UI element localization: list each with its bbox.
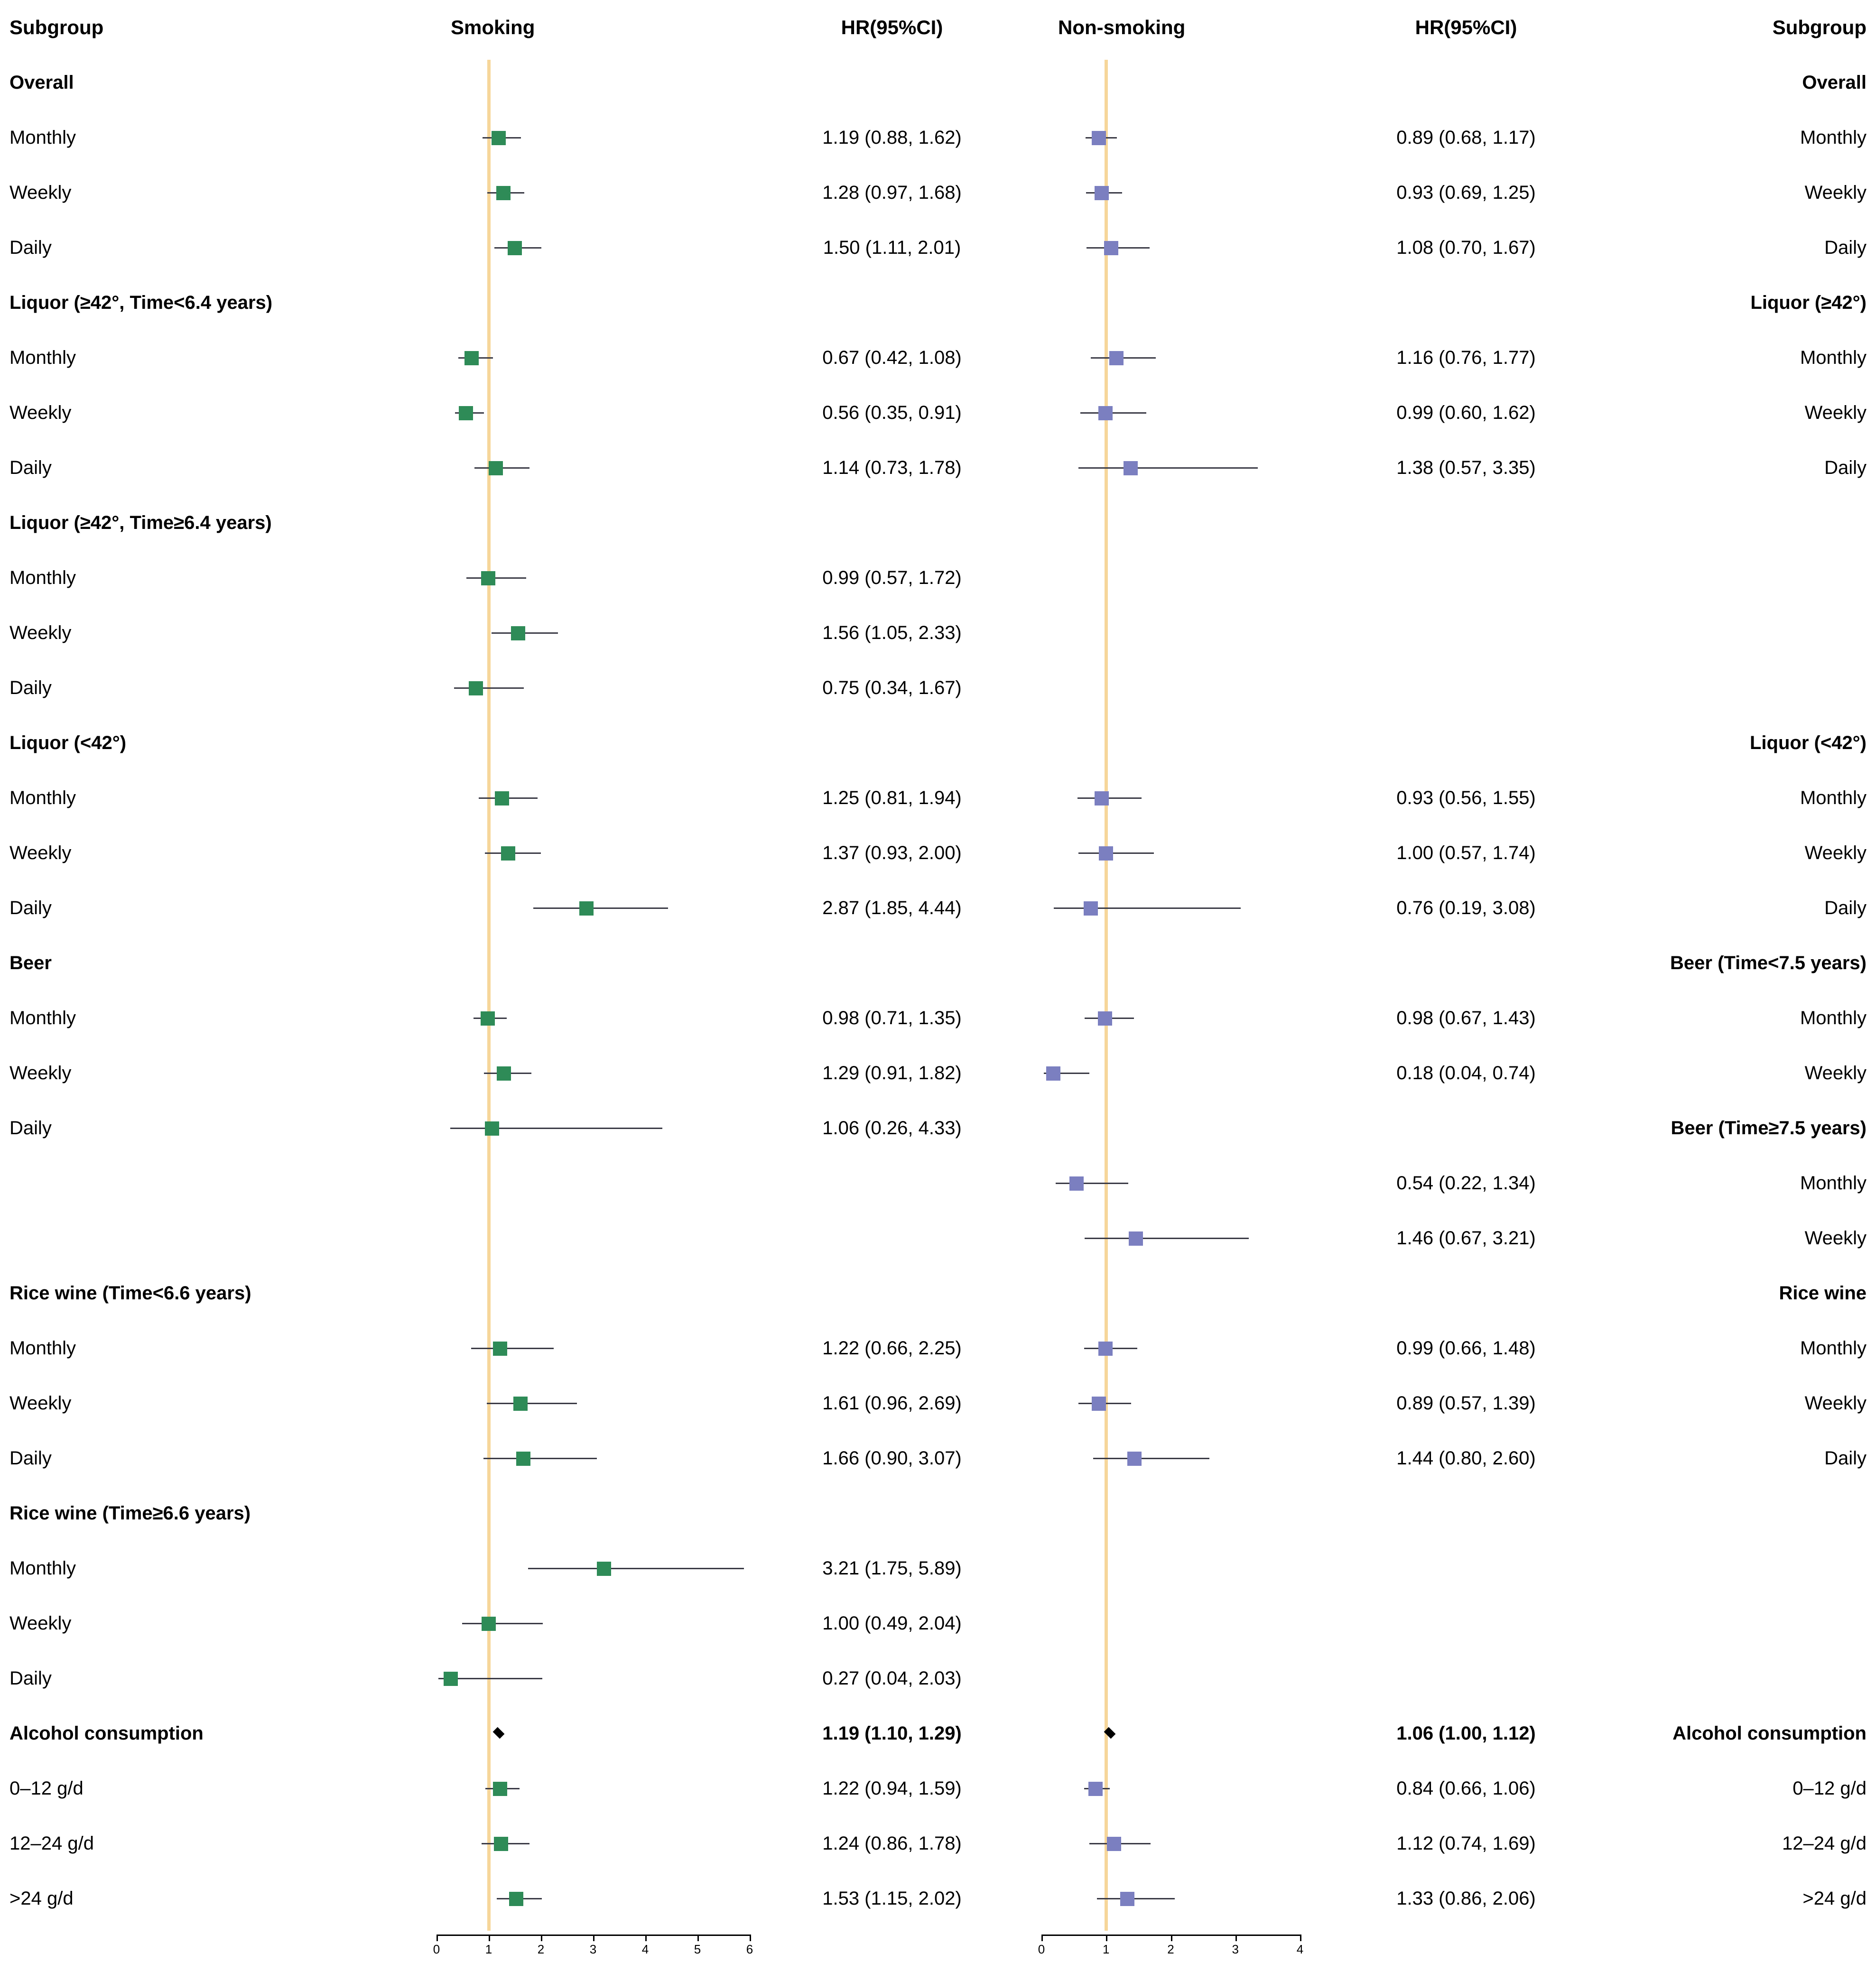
hr-left: 1.24 (0.86, 1.78) [822,1833,962,1854]
row-label-left: Monthly [9,347,76,368]
forest-marker-right [0,165,1876,220]
point-estimate-box [1098,406,1113,420]
point-estimate-box [1124,461,1138,475]
hr-right [1333,935,1599,990]
hr-right: 0.99 (0.66, 1.48) [1396,1338,1536,1359]
forest-marker-right [0,1871,1876,1926]
row-label-right: Daily [1824,237,1867,258]
summary-diamond [1104,1727,1116,1739]
row-label-left: Daily [9,677,52,698]
row-label-right: Monthly [1800,127,1867,148]
row-label-left: >24 g/d [9,1888,74,1909]
group-row [0,935,1876,990]
row-label-left: Monthly [9,127,76,148]
forest-marker-right [0,330,1876,385]
row-label-left: Weekly [9,402,72,423]
point-estimate-box [1095,791,1109,805]
forest-marker-left [0,550,1876,605]
row-label-left: Daily [9,898,52,918]
hr-right: 0.99 (0.60, 1.62) [1396,402,1536,423]
hr-right: 1.33 (0.86, 2.06) [1396,1888,1536,1909]
row-label-left: Weekly [9,1393,72,1414]
row-label-left: Alcohol consumption [9,1723,204,1744]
hr-right: 1.00 (0.57, 1.74) [1396,842,1536,863]
row-label-right: Daily [1824,1448,1867,1469]
row-label-right [1604,1486,1867,1541]
axis-tick-label: 2 [537,1942,545,1956]
confidence-interval [1093,1458,1209,1459]
x-axis-nonsmoking [1038,1935,1304,1963]
row-label-left: Weekly [9,842,72,863]
confidence-interval [1056,1183,1128,1184]
group-row [0,495,1876,550]
point-estimate-box [1046,1066,1060,1081]
hr-left [759,495,1025,550]
row-label-left: 12–24 g/d [9,1833,94,1854]
row-label-right: Weekly [1804,1063,1867,1083]
axis-tick-label: 2 [1167,1942,1174,1956]
hr-left [759,1486,1025,1541]
hr-right [1333,55,1599,110]
forest-marker-right [0,220,1876,275]
axis-tick-label: 0 [433,1942,440,1956]
hr-right [1333,715,1599,770]
forest-marker-right [0,1761,1876,1816]
axis-tick [436,1935,438,1941]
hr-left: 1.14 (0.73, 1.78) [822,457,962,478]
hr-left: 1.56 (1.05, 2.33) [822,622,962,643]
row-label-left: Daily [9,1448,52,1469]
point-estimate-box [1120,1892,1134,1906]
point-estimate-box [1095,186,1109,200]
confidence-interval [1054,907,1241,909]
row-label-right: Monthly [1800,1008,1867,1028]
row-label-left: Liquor (≥42°, Time<6.4 years) [9,292,273,313]
point-estimate-box [1069,1176,1084,1191]
row-label-right: Weekly [1804,1393,1867,1414]
row-label-right: Daily [1824,457,1867,478]
point-estimate-box [1127,1452,1142,1466]
row-label-left: Weekly [9,1613,72,1634]
hr-left: 0.56 (0.35, 0.91) [822,402,962,423]
confidence-interval [1078,467,1258,469]
row-label-left: Rice wine (Time≥6.6 years) [9,1503,251,1524]
header-subgroup-right: Subgroup [1772,16,1867,38]
hr-left: 1.28 (0.97, 1.68) [822,182,962,203]
row-label-right: Overall [1802,72,1867,93]
axis-tick [1300,1935,1301,1941]
row-label-right: Alcohol consumption [1672,1723,1867,1744]
forest-marker-right [0,1046,1876,1101]
hr-left: 1.66 (0.90, 3.07) [822,1448,962,1469]
row-label-right: Rice wine [1779,1283,1867,1304]
table-header [0,0,1876,55]
point-estimate-box [1084,901,1098,916]
row-label-left: Weekly [9,622,72,643]
point-estimate-box [1109,351,1124,365]
point-estimate-box [1098,1342,1113,1356]
header-hr-right: HR(95%CI) [1415,16,1517,38]
hr-left [759,1266,1025,1321]
axis-tick [1106,1935,1107,1941]
confidence-interval [466,577,527,579]
row-label-left: Daily [9,1118,52,1139]
row-label-right: Beer (Time≥7.5 years) [1671,1118,1867,1139]
row-label-left: Liquor (<42°) [9,732,127,753]
axis-tick-label: 1 [485,1942,492,1956]
row-label-left: 0–12 g/d [9,1778,84,1799]
confidence-interval [462,1623,543,1624]
hr-left: 1.61 (0.96, 2.69) [822,1393,962,1414]
row-label-left: Weekly [9,1063,72,1083]
row-label-right: Weekly [1804,1228,1867,1249]
row-label-right: Weekly [1804,842,1867,863]
row-label-left: Liquor (≥42°, Time≥6.4 years) [9,512,272,533]
header-hr-left: HR(95%CI) [841,16,943,38]
row-label-right: Weekly [1804,402,1867,423]
hr-left: 1.19 (0.88, 1.62) [822,127,962,148]
hr-right: 0.89 (0.57, 1.39) [1396,1393,1536,1414]
row-label-right: Monthly [1800,347,1867,368]
x-axis-smoking [433,1935,753,1963]
axis-tick-label: 3 [1232,1942,1239,1956]
hr-left: 0.99 (0.57, 1.72) [822,567,962,588]
row-label-right: 0–12 g/d [1792,1778,1867,1799]
hr-right: 0.98 (0.67, 1.43) [1396,1008,1536,1028]
hr-left [759,935,1025,990]
hr-right: 1.38 (0.57, 3.35) [1396,457,1536,478]
axis-tick-label: 6 [746,1942,753,1956]
group-row [0,1266,1876,1321]
row-label-left: Weekly [9,182,72,203]
hr-right: 1.16 (0.76, 1.77) [1396,347,1536,368]
forest-marker-left [0,660,1876,715]
point-estimate-box [597,1562,611,1576]
axis-tick-label: 4 [1296,1942,1304,1956]
row-label-left: Monthly [9,567,76,588]
hr-right: 0.84 (0.66, 1.06) [1396,1778,1536,1799]
point-estimate-box [485,1121,499,1136]
row-label-right: 12–24 g/d [1782,1833,1867,1854]
forest-marker-left [0,605,1876,660]
header-subgroup-left: Subgroup [9,16,104,38]
hr-left [759,55,1025,110]
hr-left: 1.00 (0.49, 2.04) [822,1613,962,1634]
forest-marker-right [0,1706,1876,1761]
hr-left: 2.87 (1.85, 4.44) [822,898,962,918]
hr-left: 1.22 (0.66, 2.25) [822,1338,962,1359]
point-estimate-box [1099,846,1113,861]
hr-left: 0.98 (0.71, 1.35) [822,1008,962,1028]
row-label-left: Beer [9,953,52,973]
forest-marker-right [0,990,1876,1046]
group-row [0,1486,1876,1541]
axis-tick [541,1935,542,1941]
row-label-right: Daily [1824,898,1867,918]
row-label-right [1604,495,1867,550]
row-label-left: Monthly [9,1558,76,1579]
hr-left [759,715,1025,770]
forest-marker-right [0,1431,1876,1486]
header-panel-nonsmoking: Non-smoking [1058,16,1186,38]
forest-marker-left [0,1101,1876,1156]
axis-tick [1041,1935,1043,1941]
confidence-interval [1078,852,1154,854]
header-panel-smoking: Smoking [451,16,535,38]
hr-right: 1.06 (1.00, 1.12) [1396,1723,1536,1744]
forest-marker-left [0,1596,1876,1651]
axis-tick [750,1935,751,1941]
hr-left: 1.19 (1.10, 1.29) [822,1723,962,1744]
hr-left [759,275,1025,330]
hr-left: 0.75 (0.34, 1.67) [822,677,962,698]
hr-left: 1.25 (0.81, 1.94) [822,787,962,808]
group-row [0,275,1876,330]
hr-left: 1.22 (0.94, 1.59) [822,1778,962,1799]
axis-tick [489,1935,490,1941]
forest-marker-right [0,1211,1876,1266]
row-label-left: Daily [9,1668,52,1689]
hr-left: 1.37 (0.93, 2.00) [822,842,962,863]
hr-left: 1.53 (1.15, 2.02) [822,1888,962,1909]
hr-right [1333,1266,1599,1321]
axis-tick [1235,1935,1237,1941]
axis-tick [645,1935,647,1941]
axis-tick [697,1935,699,1941]
point-estimate-box [1104,241,1118,255]
hr-left: 1.29 (0.91, 1.82) [822,1063,962,1083]
axis-tick [593,1935,594,1941]
hr-right: 0.54 (0.22, 1.34) [1396,1173,1536,1194]
forest-marker-right [0,440,1876,495]
row-label-right: Liquor (<42°) [1749,732,1867,753]
point-estimate-box [1129,1231,1143,1246]
point-estimate-box [481,571,495,585]
hr-right: 0.93 (0.69, 1.25) [1396,182,1536,203]
point-estimate-box [1098,1011,1112,1026]
hr-right [1333,1486,1599,1541]
row-label-left: Monthly [9,787,76,808]
hr-left: 1.50 (1.11, 2.01) [823,237,961,258]
hr-right: 0.93 (0.56, 1.55) [1396,787,1536,808]
row-label-right: >24 g/d [1802,1888,1867,1909]
forest-marker-right [0,1816,1876,1871]
row-label-right: Liquor (≥42°) [1750,292,1867,313]
axis-tick-label: 1 [1103,1942,1110,1956]
hr-right: 1.08 (0.70, 1.67) [1396,237,1536,258]
confidence-interval [450,1128,663,1129]
forest-marker-right [0,880,1876,935]
forest-marker-right [0,1156,1876,1211]
hr-left: 3.21 (1.75, 5.89) [822,1558,962,1579]
row-label-right: Monthly [1800,1173,1867,1194]
point-estimate-box [444,1672,458,1686]
forest-marker-right [0,385,1876,440]
axis-tick [1171,1935,1172,1941]
row-label-left: Monthly [9,1338,76,1359]
hr-left: 0.27 (0.04, 2.03) [822,1668,962,1689]
forest-marker-right [0,110,1876,165]
hr-right: 1.12 (0.74, 1.69) [1396,1833,1536,1854]
forest-marker-left [0,1651,1876,1706]
point-estimate-box [1092,131,1106,145]
hr-right: 0.18 (0.04, 0.74) [1396,1063,1536,1083]
row-label-left: Monthly [9,1008,76,1028]
row-label-right: Weekly [1804,182,1867,203]
hr-right [1333,275,1599,330]
point-estimate-box [469,681,483,695]
row-label-right: Monthly [1800,1338,1867,1359]
group-row [0,55,1876,110]
confidence-interval [1080,412,1146,414]
row-label-right: Beer (Time<7.5 years) [1670,953,1867,973]
hr-left: 0.67 (0.42, 1.08) [822,347,962,368]
hr-right: 1.44 (0.80, 2.60) [1396,1448,1536,1469]
axis-tick-label: 5 [694,1942,701,1956]
point-estimate-box [1092,1397,1106,1411]
forest-marker-left [0,1541,1876,1596]
point-estimate-box [482,1617,496,1631]
hr-left: 1.06 (0.26, 4.33) [822,1118,962,1139]
point-estimate-box [511,626,525,640]
axis-tick-label: 0 [1038,1942,1045,1956]
row-label-left: Daily [9,457,52,478]
hr-right: 0.89 (0.68, 1.17) [1396,127,1536,148]
confidence-interval [454,687,523,689]
confidence-interval [1097,1898,1175,1899]
axis-tick-label: 3 [589,1942,597,1956]
forest-marker-right [0,1376,1876,1431]
forest-marker-right [0,825,1876,880]
row-label-left: Rice wine (Time<6.6 years) [9,1283,251,1304]
confidence-interval [1085,1238,1249,1239]
row-label-left: Daily [9,237,52,258]
hr-right [1333,495,1599,550]
confidence-interval [1077,797,1142,799]
confidence-interval [528,1568,744,1569]
hr-right: 1.46 (0.67, 3.21) [1396,1228,1536,1249]
forest-marker-right [0,770,1876,825]
hr-right: 0.76 (0.19, 3.08) [1396,898,1536,918]
point-estimate-box [1107,1837,1121,1851]
point-estimate-box [1088,1782,1103,1796]
forest-marker-right [0,1321,1876,1376]
group-row [0,715,1876,770]
row-label-left: Overall [9,72,74,93]
axis-tick-label: 4 [641,1942,649,1956]
row-label-right: Monthly [1800,787,1867,808]
